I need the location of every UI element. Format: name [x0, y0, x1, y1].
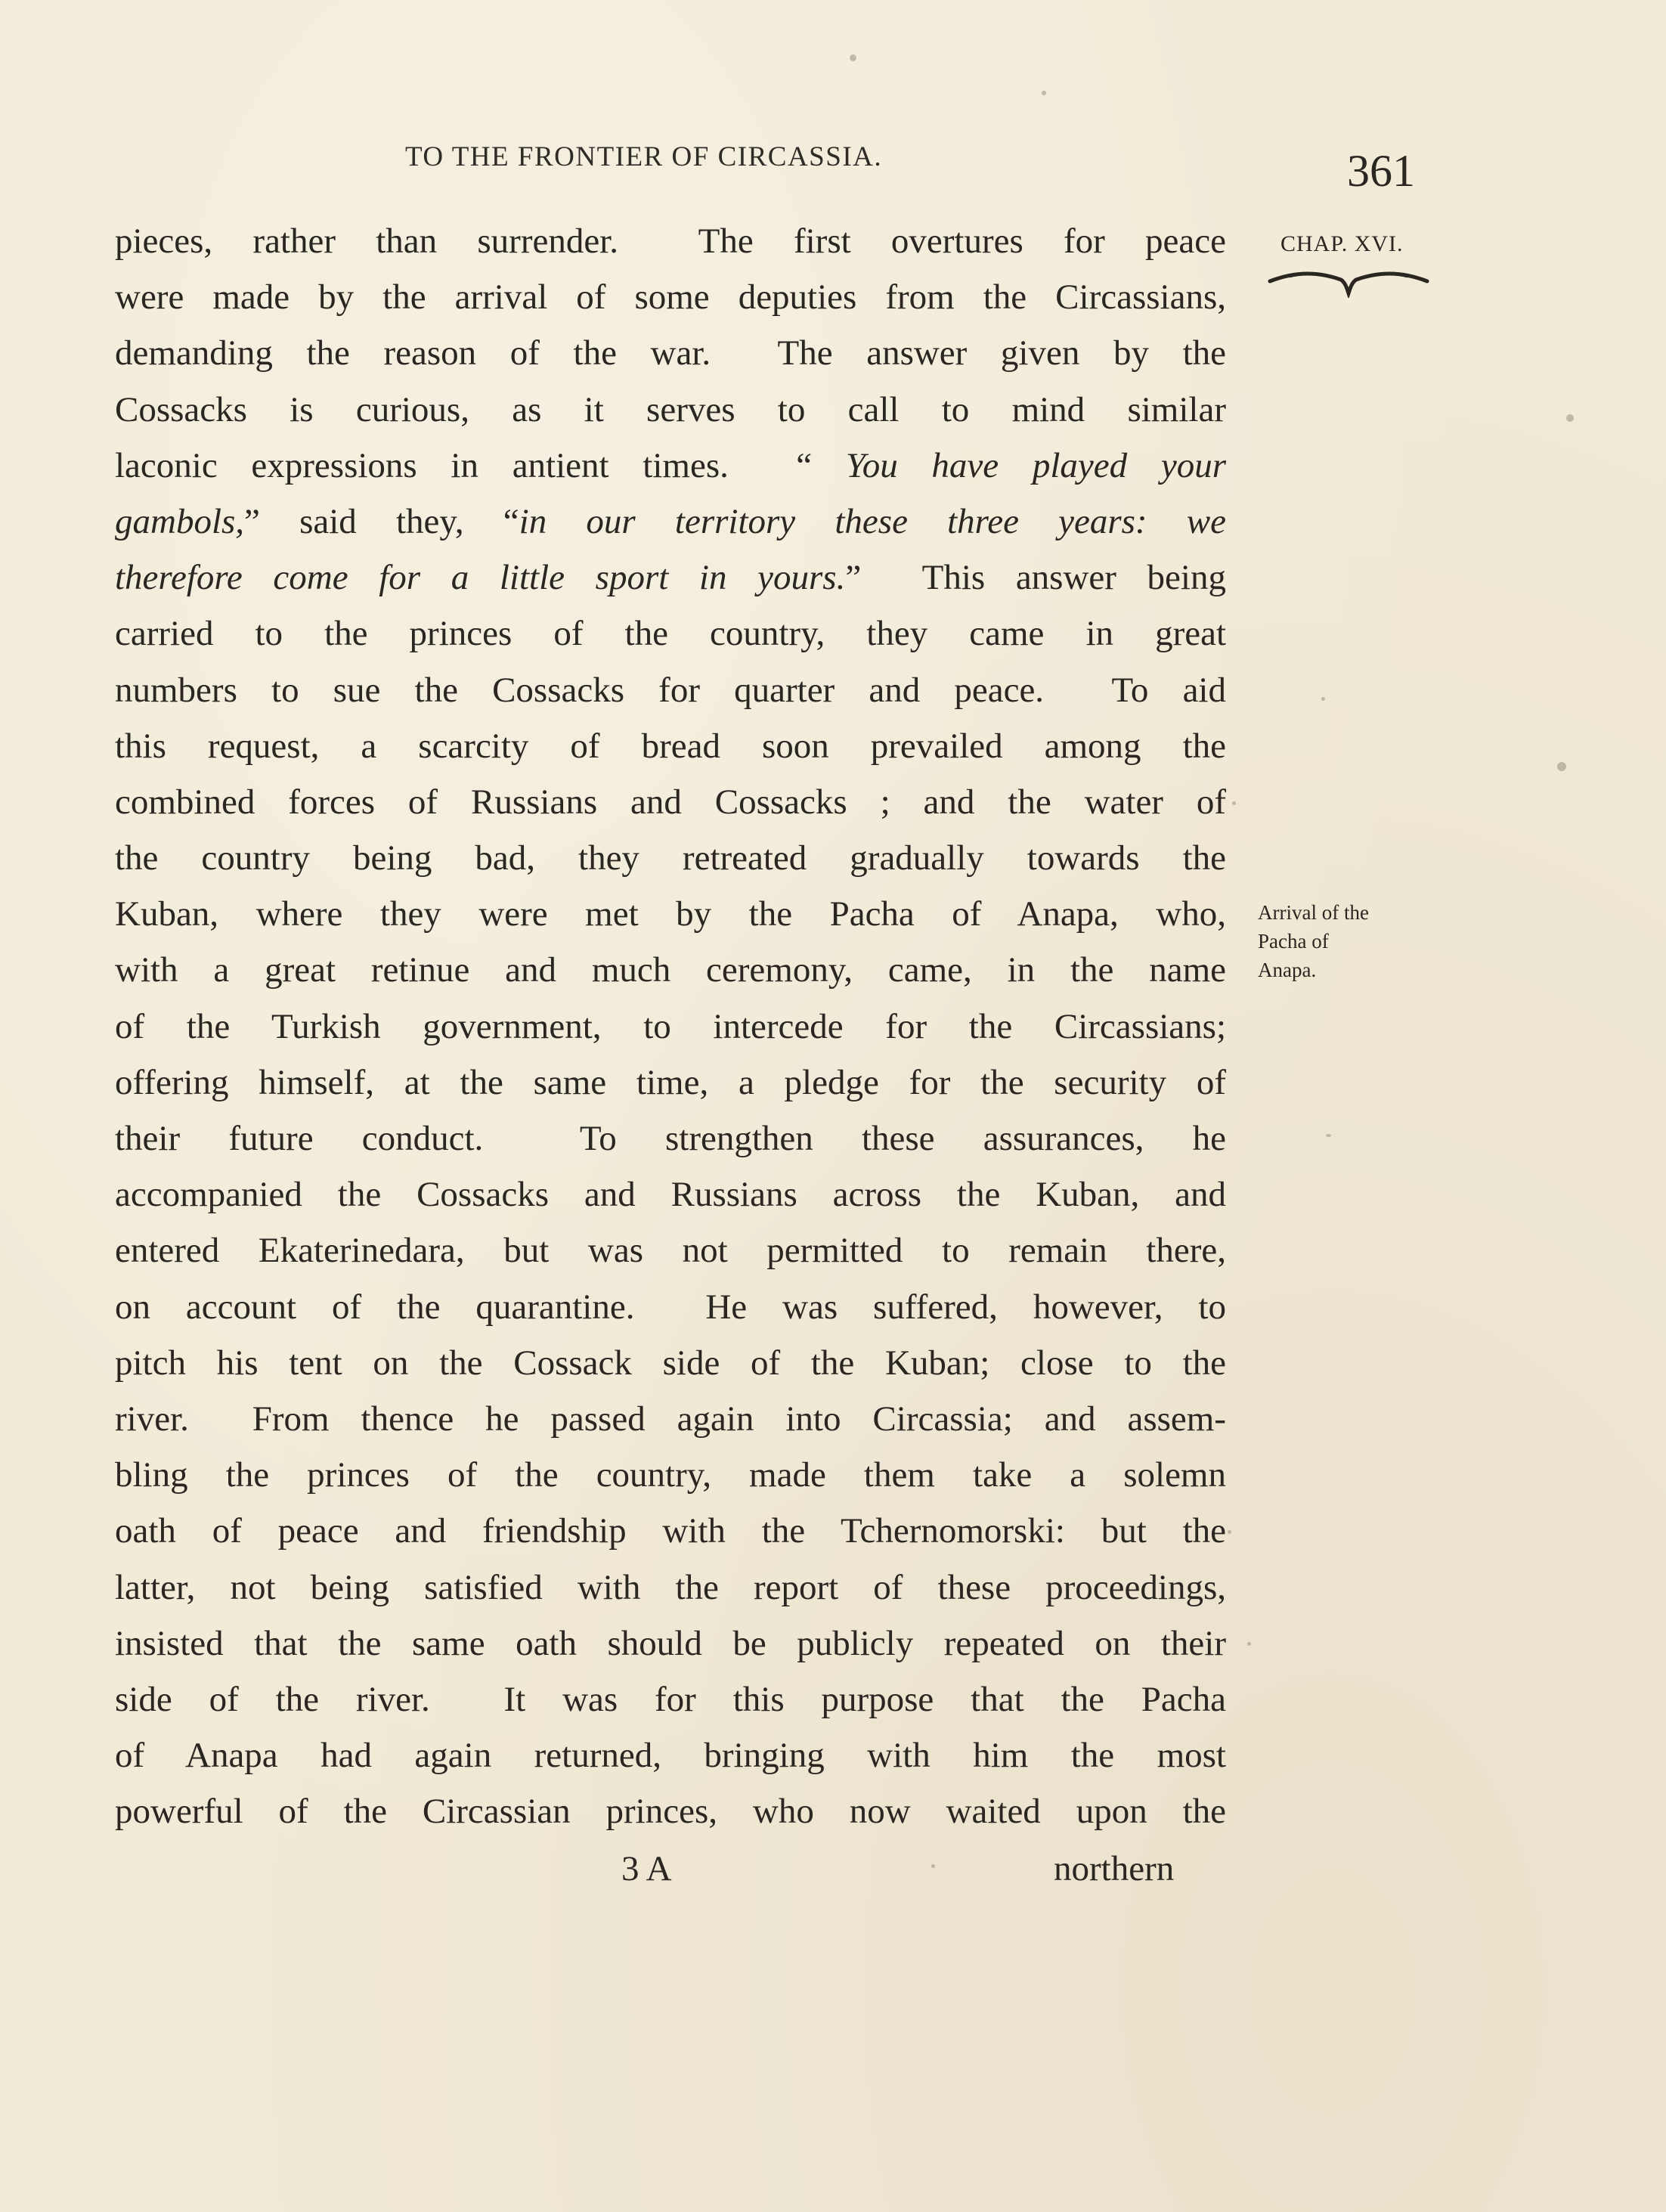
- text-line: [115, 494, 1226, 550]
- text-line: [115, 1671, 1226, 1727]
- text-run: the country being bad, they retreated gradually towards the: [115, 838, 1226, 878]
- chapter-marker: CHAP. XVI.: [1280, 231, 1404, 256]
- text-line: [115, 1055, 1226, 1111]
- text-run: pieces, rather than surrender. The first overtures for peace: [115, 222, 1226, 261]
- text-line: [115, 1279, 1226, 1335]
- text-run: pitch his tent on the Cossack side of the Kuban; close to the: [115, 1343, 1226, 1383]
- text-run: of the Turkish government, to intercede for the Circassians;: [115, 1006, 1226, 1046]
- text-line: [115, 1391, 1226, 1447]
- paper-speck: [850, 54, 856, 61]
- text-line: [115, 550, 1226, 606]
- text-run: were made by the arrival of some deputies from the Circassians,: [115, 277, 1226, 318]
- text-run: river. From thence he passed again into Circassia; and assem-: [115, 1399, 1226, 1439]
- text-run: ” This answer being: [845, 558, 1226, 598]
- running-head: TO THE FRONTIER OF CIRCASSIA.: [405, 141, 883, 172]
- text-line: [115, 774, 1226, 830]
- text-line: [115, 662, 1226, 718]
- paper-speck: [1247, 1642, 1251, 1646]
- paper-speck: [1042, 91, 1046, 95]
- catchline: [0, 1842, 1666, 1895]
- text-line: [115, 269, 1226, 325]
- paper-speck: [1326, 1134, 1331, 1137]
- text-line: [115, 1727, 1226, 1783]
- text-line: [115, 382, 1226, 438]
- text-line: [115, 1503, 1226, 1559]
- text-run: numbers to sue the Cossacks for quarter and peace. To aid: [115, 670, 1226, 710]
- paper-speck: [1557, 762, 1566, 771]
- paper-speck: [1321, 697, 1325, 701]
- text-run: carried to the princes of the country, they came in great: [115, 614, 1226, 654]
- text-run: on account of the quarantine. He was suffered, however, to: [115, 1287, 1226, 1327]
- italic-run: therefore come for a little sport in yours.: [115, 558, 846, 598]
- sidenote-line: Anapa.: [1258, 959, 1317, 981]
- text-run: oath of peace and friendship with the Tchernomorski: but the: [115, 1511, 1226, 1551]
- text-line: [115, 999, 1226, 1055]
- text-run: bling the princes of the country, made them take a solemn: [115, 1455, 1226, 1495]
- sidenote-line: Arrival of the: [1258, 901, 1369, 924]
- text-run: of Anapa had again returned, bringing with him the most: [115, 1736, 1226, 1776]
- text-line: [115, 606, 1226, 661]
- text-line: [115, 886, 1226, 942]
- text-line: [115, 1560, 1226, 1616]
- text-run: entered Ekaterinedara, but was not permitted to remain there,: [115, 1231, 1226, 1271]
- signature-mark: 3 A: [621, 1849, 672, 1888]
- text-line: [115, 1783, 1226, 1839]
- sidenote-line: Pacha of: [1258, 930, 1329, 953]
- text-line: [115, 325, 1226, 381]
- text-run: latter, not being satisfied with the report of these proceedings,: [115, 1567, 1226, 1607]
- text-line: [115, 1222, 1226, 1278]
- text-line: [115, 1111, 1226, 1166]
- text-run: powerful of the Circassian princes, who now waited upon the: [115, 1792, 1226, 1832]
- body-text: [115, 213, 1226, 1839]
- text-run: offering himself, at the same time, a pledge for the security of: [115, 1062, 1226, 1102]
- text-run: ” said they, “: [244, 501, 519, 541]
- text-line: [115, 1335, 1226, 1391]
- text-line: [115, 830, 1226, 886]
- text-run: side of the river. It was for this purpose that the Pacha: [115, 1679, 1226, 1719]
- text-run: with a great retinue and much ceremony, came, in the name: [115, 950, 1226, 990]
- text-line: [115, 438, 1226, 494]
- text-run: accompanied the Cossacks and Russians across the Kuban, and: [115, 1175, 1226, 1215]
- paper-speck: [1228, 1530, 1231, 1534]
- paper-speck: [1566, 414, 1574, 422]
- text-run: Cossacks is curious, as it serves to call to mind similar: [115, 389, 1226, 429]
- italic-run: You have played your: [845, 445, 1226, 485]
- page-number: 361: [1347, 146, 1415, 196]
- italic-run: in our territory these three years: we: [519, 501, 1226, 541]
- text-line: [115, 718, 1226, 774]
- text-run: laconic expressions in antient times. “: [115, 445, 846, 485]
- brace-ornament-icon: [1267, 268, 1430, 298]
- paper-speck: [931, 1864, 935, 1868]
- text-line: [115, 1616, 1226, 1671]
- text-line: [115, 942, 1226, 998]
- text-run: Kuban, where they were met by the Pacha of Anapa, who,: [115, 894, 1226, 934]
- italic-run: gambols,: [115, 501, 245, 541]
- catchword: northern: [1054, 1849, 1175, 1888]
- paper-speck: [1232, 801, 1236, 805]
- text-run: combined forces of Russians and Cossacks ; and the water of: [115, 782, 1226, 822]
- text-line: [115, 1166, 1226, 1222]
- sidenote: [1258, 898, 1369, 984]
- text-run: this request, a scarcity of bread soon prevailed among the: [115, 726, 1226, 766]
- text-line: [115, 213, 1226, 269]
- text-run: their future conduct. To strengthen these assurances, he: [115, 1119, 1226, 1158]
- text-run: demanding the reason of the war. The answer given by the: [115, 333, 1226, 373]
- text-line: [115, 1447, 1226, 1503]
- text-run: insisted that the same oath should be publicly repeated on their: [115, 1623, 1226, 1663]
